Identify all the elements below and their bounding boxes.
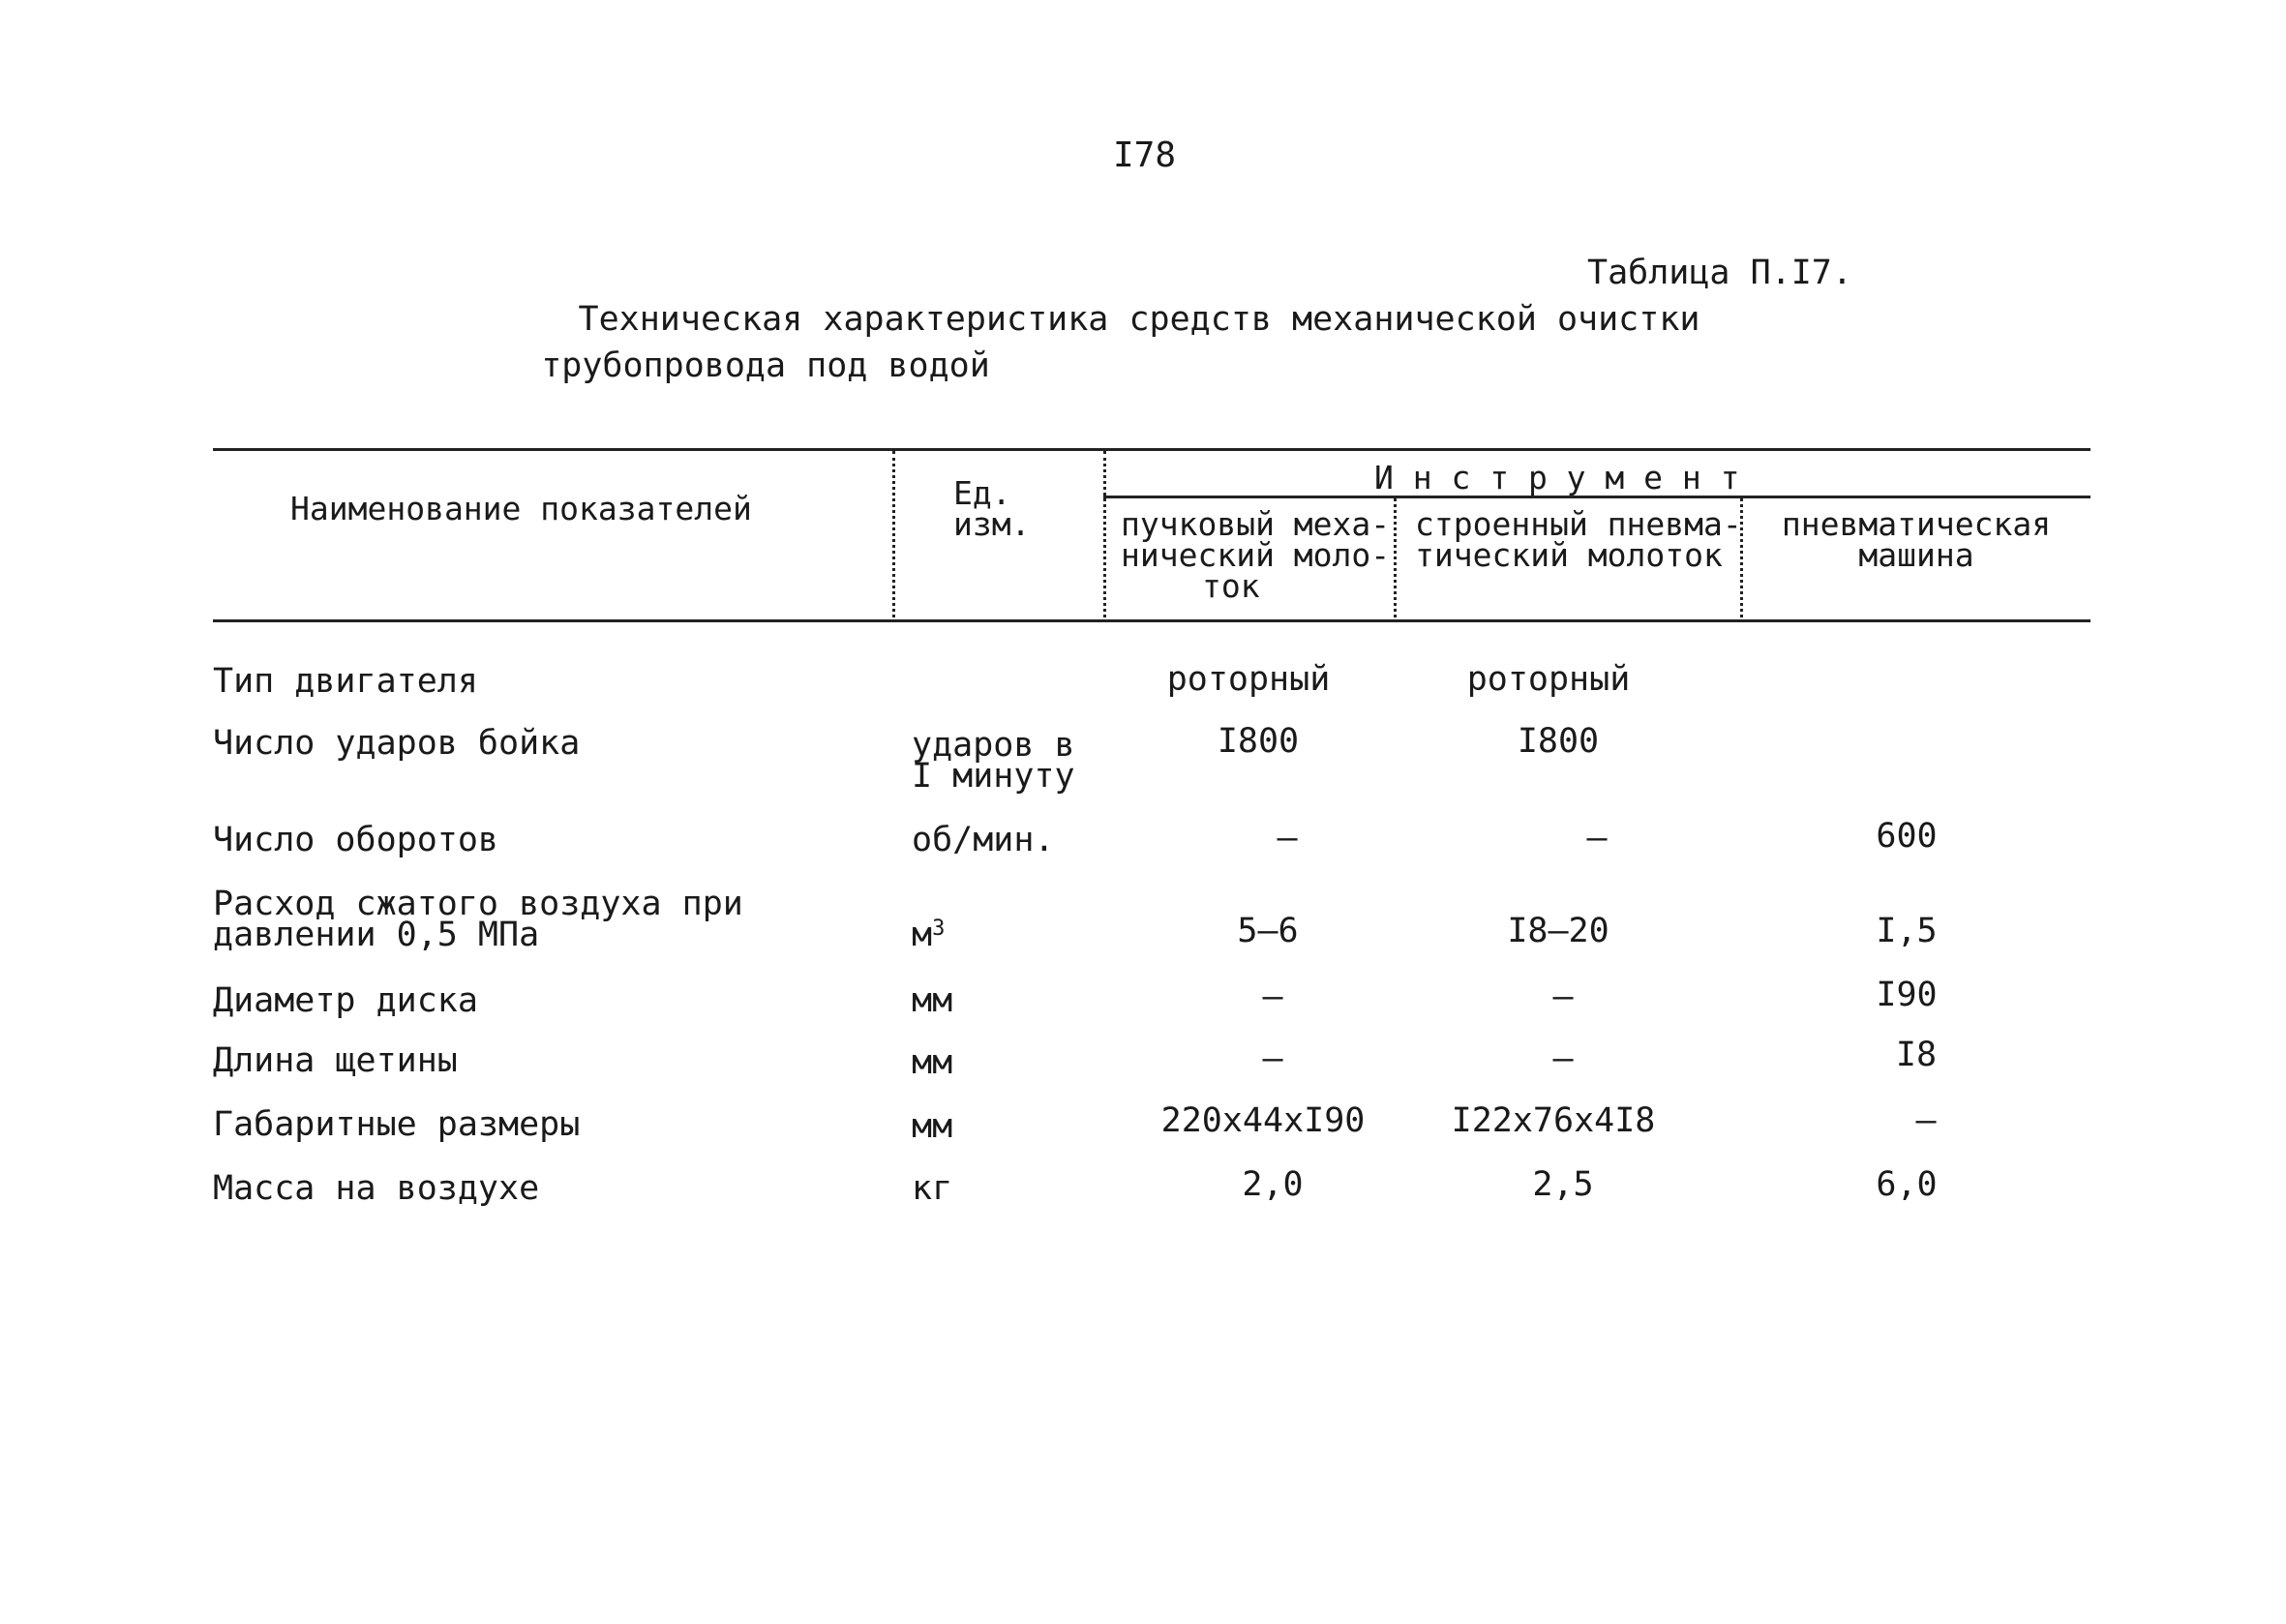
header-divider-2 bbox=[1103, 451, 1106, 617]
header-unit-line-2: изм. bbox=[953, 505, 1031, 543]
row-unit-line-2: I минуту bbox=[912, 757, 1075, 796]
header-divider-1 bbox=[892, 451, 895, 617]
row-value-tool1: 2,0 bbox=[1242, 1165, 1304, 1204]
header-tool1-line-3: ток bbox=[1202, 567, 1260, 605]
row-value-tool2: 2,5 bbox=[1532, 1165, 1594, 1204]
table-title-line-2: трубопровода под водой bbox=[541, 346, 990, 385]
row-value-tool2: – bbox=[1552, 977, 1574, 1016]
unit-base: м bbox=[912, 916, 933, 954]
header-tool1-line-2: нический моло- bbox=[1121, 536, 1391, 574]
row-value-tool3: I90 bbox=[1876, 976, 1938, 1014]
row-name: Расход сжатого воздуха при bbox=[213, 885, 743, 923]
row-value-tool2: I8–20 bbox=[1507, 912, 1609, 950]
table-title-line-1: Техническая характеристика средств механической очистки bbox=[578, 300, 1700, 339]
header-tool3-line-2: машина bbox=[1858, 536, 1974, 574]
row-unit: мм bbox=[912, 1043, 953, 1082]
row-name: Число оборотов bbox=[213, 821, 499, 859]
header-tool2-line-1: строенный пневма- bbox=[1415, 505, 1742, 543]
row-unit: ударов в bbox=[912, 726, 1075, 765]
row-value-tool3: – bbox=[1915, 1101, 1937, 1140]
row-value-tool3: I,5 bbox=[1876, 912, 1938, 950]
row-name: Диаметр диска bbox=[213, 981, 478, 1020]
header-name-column: Наименование показателей bbox=[290, 490, 752, 527]
row-name-line-2: давлении 0,5 МПа bbox=[213, 916, 540, 954]
header-bottom-rule bbox=[213, 619, 2090, 622]
row-value-tool1: I800 bbox=[1217, 722, 1300, 761]
table-label: Таблица П.I7. bbox=[1587, 254, 1852, 292]
row-value-tool1: – bbox=[1262, 1039, 1283, 1078]
row-value-tool2: роторный bbox=[1466, 660, 1631, 699]
row-value-tool3: 600 bbox=[1876, 817, 1938, 856]
row-unit: кг bbox=[912, 1169, 953, 1208]
header-divider-3 bbox=[1394, 498, 1397, 617]
row-unit bbox=[912, 916, 946, 954]
row-value-tool3: I8 bbox=[1895, 1036, 1938, 1074]
row-value-tool1: – bbox=[1277, 819, 1298, 857]
table-top-rule bbox=[213, 448, 2090, 451]
row-name: Габаритные размеры bbox=[213, 1105, 581, 1144]
row-value-tool1: – bbox=[1262, 977, 1283, 1016]
row-value-tool1: 5–6 bbox=[1237, 912, 1299, 950]
row-value-tool2: – bbox=[1552, 1039, 1574, 1078]
row-name: Масса на воздухе bbox=[213, 1169, 540, 1208]
header-tool2-line-2: тический молоток bbox=[1415, 536, 1723, 574]
row-value-tool2: I800 bbox=[1517, 722, 1600, 761]
header-tool3-line-1: пневматическая bbox=[1781, 505, 2052, 543]
row-value-tool2: I22x76x4I8 bbox=[1451, 1101, 1656, 1140]
row-name: Длина щетины bbox=[213, 1041, 458, 1080]
row-name: Тип двигателя bbox=[213, 662, 478, 701]
row-value-tool1: роторный bbox=[1166, 660, 1331, 699]
row-value-tool2: – bbox=[1586, 819, 1608, 857]
row-name: Число ударов бойка bbox=[213, 724, 581, 763]
row-unit: об/мин. bbox=[912, 821, 1055, 859]
row-value-tool3: 6,0 bbox=[1876, 1165, 1938, 1204]
row-unit: мм bbox=[912, 981, 953, 1020]
row-value-tool1: 220x44xI90 bbox=[1160, 1101, 1366, 1140]
header-unit-line-1: Ед. bbox=[953, 474, 1011, 512]
unit-superscript: 3 bbox=[932, 917, 946, 941]
header-tool-group: И н с т р у м е н т bbox=[1374, 459, 1740, 496]
header-tool1-line-1: пучковый меха- bbox=[1121, 505, 1391, 543]
row-unit: мм bbox=[912, 1107, 953, 1146]
page-number: I78 bbox=[1113, 135, 1177, 175]
